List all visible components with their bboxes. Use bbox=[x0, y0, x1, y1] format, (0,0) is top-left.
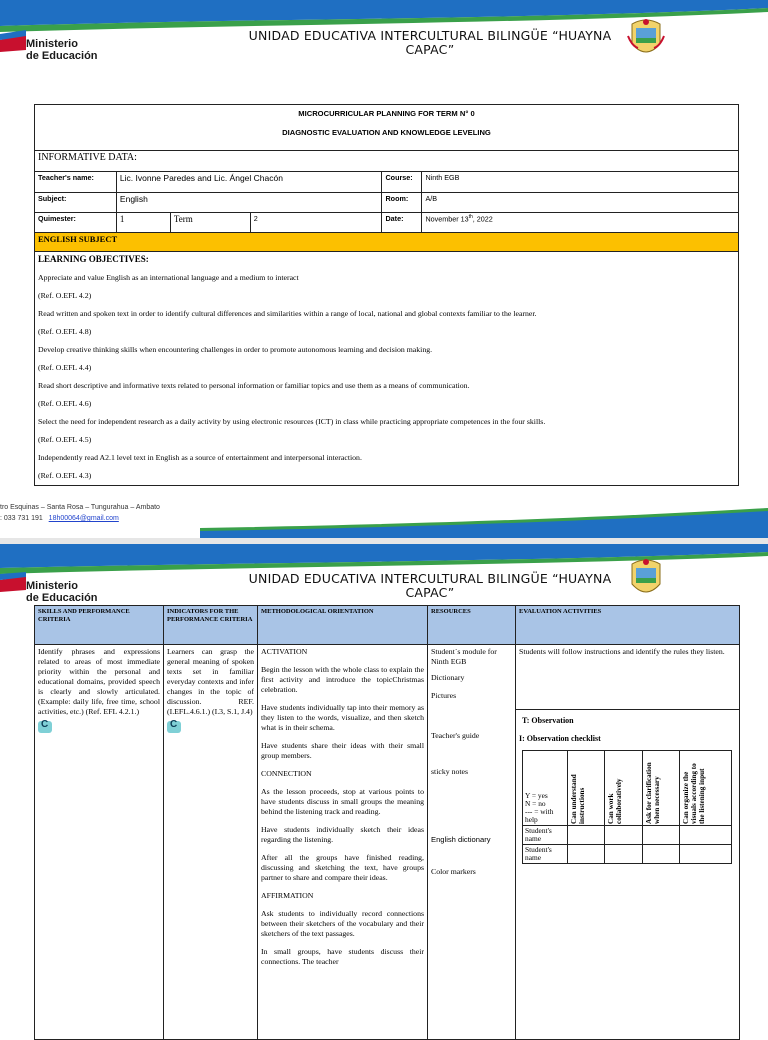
resources-cell bbox=[428, 645, 516, 1040]
checklist-col-label: Can understand instructions bbox=[570, 774, 586, 824]
objective-ref: (Ref. O.EFL 4.6) bbox=[38, 399, 92, 408]
resource-item: Pictures bbox=[431, 691, 457, 700]
quimester-label: Quimester: bbox=[35, 213, 117, 233]
checklist-col-label: Can organize the visuals according to the listening input bbox=[682, 763, 707, 824]
teacher-row bbox=[35, 172, 739, 193]
method-step: Ask students to individually record connections between their sketchers of the vocabulary and their sketchers of the text passages. bbox=[261, 909, 424, 938]
col-header-resources: RESOURCES bbox=[428, 606, 516, 645]
resource-item: English dictionary bbox=[431, 835, 491, 844]
method-cell bbox=[258, 645, 428, 1040]
skills-text: Identify phrases and expressions related to areas of most immediate priority within the personal and educational domains, provided speech is clearly and slowly articulated. (Example: daily life, free time, school activities, etc.) (Ref. EFL 4.2.1.) bbox=[38, 647, 160, 716]
resource-item: Teacher's guide bbox=[431, 731, 480, 740]
planning-info-table bbox=[34, 104, 739, 486]
footer-email-link[interactable]: 18h00064@gmail.com bbox=[48, 515, 119, 522]
method-stage-affirmation: AFFIRMATION bbox=[261, 891, 314, 900]
legend-help: --- = with help bbox=[525, 807, 554, 824]
objective-line: Develop creative thinking skills when encountering challenges in order to promote autonomous learning and decision making. bbox=[38, 345, 433, 354]
resource-item: Student´s module for Ninth EGB bbox=[431, 647, 497, 666]
subject-label: Subject: bbox=[35, 193, 117, 213]
term-value: 2 bbox=[250, 213, 382, 233]
teacher-label: Teacher's name: bbox=[35, 172, 117, 193]
checklist-cell bbox=[605, 826, 642, 845]
checklist-col bbox=[642, 751, 679, 826]
objective-ref: (Ref. O.EFL 4.4) bbox=[38, 363, 92, 372]
method-step: As the lesson proceeds, stop at various points to have students discuss in small groups the meaning behind the listening track and reading. bbox=[261, 787, 424, 816]
checklist-student-name: Student's name bbox=[523, 826, 568, 845]
checklist-col-label: Ask for clarification when necessary bbox=[644, 762, 661, 824]
checklist-col bbox=[568, 751, 605, 826]
school-crest-icon bbox=[626, 16, 666, 60]
quimester-row bbox=[35, 213, 739, 233]
date-value bbox=[422, 213, 739, 233]
checklist-cell bbox=[680, 826, 732, 845]
legend-no: N = no bbox=[525, 799, 546, 808]
checklist-cell bbox=[680, 845, 732, 864]
date-year: , 2022 bbox=[472, 214, 493, 224]
school-title bbox=[200, 29, 660, 57]
ministry-logo bbox=[26, 580, 98, 604]
checklist-cell bbox=[642, 826, 679, 845]
objectives-row bbox=[35, 252, 739, 486]
informative-data-label: INFORMATIVE DATA: bbox=[35, 151, 739, 172]
ministry-line2: de Educación bbox=[26, 50, 98, 62]
english-subject-label: ENGLISH SUBJECT bbox=[35, 233, 739, 252]
footer-address: tro Esquinas – Santa Rosa – Tungurahua – Ambato bbox=[0, 504, 160, 511]
checklist-col-label: Can work collaboratively bbox=[607, 778, 624, 824]
footer-phone: : 033 731 191 bbox=[0, 515, 43, 522]
observation-checklist bbox=[522, 750, 732, 864]
objective-line: Independently read A2.1 level text in English as a source of entertainment and interpersonal interaction. bbox=[38, 453, 362, 462]
badge-letter: C bbox=[170, 719, 178, 730]
table-header-row bbox=[35, 606, 740, 645]
date-main: November 13 bbox=[425, 214, 469, 224]
checklist-row bbox=[523, 845, 732, 864]
room-label: Room: bbox=[382, 193, 422, 213]
objective-line: Select the need for independent research as a daily activity by using electronic resources (ICT) in class while practicing appropriate competences in the four skills. bbox=[38, 417, 546, 426]
col-header-indicators: INDICATORS FOR THE PERFORMANCE CRITERIA bbox=[164, 606, 258, 645]
school-title-line2: CAPAC” bbox=[405, 42, 455, 57]
evaluation-instrument: I: Observation checklist bbox=[519, 734, 601, 743]
checklist-cell bbox=[605, 845, 642, 864]
subject-value: English bbox=[116, 193, 382, 213]
course-label: Course: bbox=[382, 172, 422, 193]
method-step: In small groups, have students discuss their connections. The teacher bbox=[261, 947, 424, 966]
checklist-cell bbox=[568, 826, 605, 845]
ministry-line1: Ministerio bbox=[26, 38, 78, 50]
method-step: Begin the lesson with the whole class to explain the first activity and introduce the topicChristmas celebration. bbox=[261, 665, 424, 694]
col-header-evaluation: EVALUATION ACTIVITIES bbox=[516, 606, 740, 645]
method-stage-activation: ACTIVATION bbox=[261, 647, 308, 656]
quimester-value: 1 bbox=[116, 213, 170, 233]
english-subject-row bbox=[35, 233, 739, 252]
objective-ref: (Ref. O.EFL 4.3) bbox=[38, 471, 92, 480]
evaluation-cell bbox=[516, 645, 740, 1040]
checklist-cell bbox=[568, 845, 605, 864]
checklist-col bbox=[680, 751, 732, 826]
teacher-value: Lic. Ivonne Paredes and Lic. Ángel Chacón bbox=[116, 172, 382, 193]
objectives-cell bbox=[35, 252, 739, 486]
checklist-row bbox=[523, 826, 732, 845]
badge-letter: C bbox=[41, 719, 49, 730]
resource-item: Dictionary bbox=[431, 673, 465, 682]
method-step: After all the groups have finished reading, discussing and sketching the text, have groups partner to share and compare their ideas. bbox=[261, 853, 424, 882]
course-value: Ninth EGB bbox=[422, 172, 739, 193]
school-crest-icon bbox=[626, 556, 666, 600]
date-sup: th bbox=[468, 214, 473, 220]
col-header-method: METHODOLOGICAL ORIENTATION bbox=[258, 606, 428, 645]
objective-line: Read short descriptive and informative texts related to personal information or familiar topics and use them as a means of communication. bbox=[38, 381, 470, 390]
school-title bbox=[200, 572, 660, 600]
content-row bbox=[35, 645, 740, 1040]
skills-cell bbox=[35, 645, 164, 1040]
objective-ref: (Ref. O.EFL 4.8) bbox=[38, 327, 92, 336]
objective-line: Read written and spoken text in order to identify cultural differences and similarities within a range of local, national and global contexts familiar to the learner. bbox=[38, 309, 537, 318]
method-stage-connection: CONNECTION bbox=[261, 769, 312, 778]
objective-ref: (Ref. O.EFL 4.5) bbox=[38, 435, 92, 444]
objective-ref: (Ref. O.EFL 4.2) bbox=[38, 291, 92, 300]
method-step: Have students share their ideas with their small group members. bbox=[261, 741, 424, 760]
title-row bbox=[35, 105, 739, 151]
informative-data-row bbox=[35, 151, 739, 172]
resource-item: Color markers bbox=[431, 867, 476, 876]
term-label: Term bbox=[170, 213, 250, 233]
competency-badge-icon bbox=[167, 721, 181, 733]
evaluation-intro: Students will follow instructions and identify the rules they listen. bbox=[516, 645, 739, 710]
school-title-line1: UNIDAD EDUCATIVA INTERCULTURAL BILINGÜE “HUAYNA bbox=[248, 571, 612, 586]
lesson-plan-table bbox=[34, 605, 740, 1040]
legend-yes: Y = yes bbox=[525, 791, 548, 800]
resource-item: sticky notes bbox=[431, 767, 469, 776]
evaluation-technique: T: Observation bbox=[522, 716, 574, 725]
competency-badge-icon bbox=[38, 721, 52, 733]
method-step: Have students individually sketch their ideas regarding the listening. bbox=[261, 825, 424, 844]
school-title-line1: UNIDAD EDUCATIVA INTERCULTURAL BILINGÜE “HUAYNA bbox=[248, 28, 612, 43]
plan-title: MICROCURRICULAR PLANNING FOR TERM N° 0 bbox=[298, 109, 475, 118]
room-value: A/B bbox=[422, 193, 739, 213]
footer-wave-graphic bbox=[0, 508, 768, 538]
checklist-col bbox=[605, 751, 642, 826]
objective-line: Appreciate and value English as an international language and a medium to interact bbox=[38, 273, 299, 282]
checklist-cell bbox=[642, 845, 679, 864]
checklist-legend bbox=[523, 751, 568, 826]
subject-row bbox=[35, 193, 739, 213]
checklist-header-row bbox=[523, 751, 732, 826]
indicators-text: Learners can grasp the general meaning of spoken texts set in familiar everyday contexts and infer changes in the topic of discussion. REF. (I.EFL.4.6.1.) (I.3, S.1, J.4) bbox=[167, 647, 254, 716]
date-label: Date: bbox=[382, 213, 422, 233]
method-step: Have students individually tap into their memory as they listen to the words, visualize, and then sketch what is in their schema. bbox=[261, 703, 424, 732]
plan-subtitle: DIAGNOSTIC EVALUATION AND KNOWLEDGE LEVELING bbox=[282, 128, 491, 137]
school-title-line2: CAPAC” bbox=[405, 585, 455, 600]
checklist-student-name: Student's name bbox=[523, 845, 568, 864]
col-header-skills: SKILLS AND PERFORMANCE CRITERIA bbox=[35, 606, 164, 645]
ministry-logo bbox=[26, 38, 98, 62]
ministry-line2: de Educación bbox=[26, 592, 98, 604]
learning-objectives-heading: LEARNING OBJECTIVES: bbox=[38, 254, 149, 264]
ministry-line1: Ministerio bbox=[26, 580, 78, 592]
indicators-cell bbox=[164, 645, 258, 1040]
